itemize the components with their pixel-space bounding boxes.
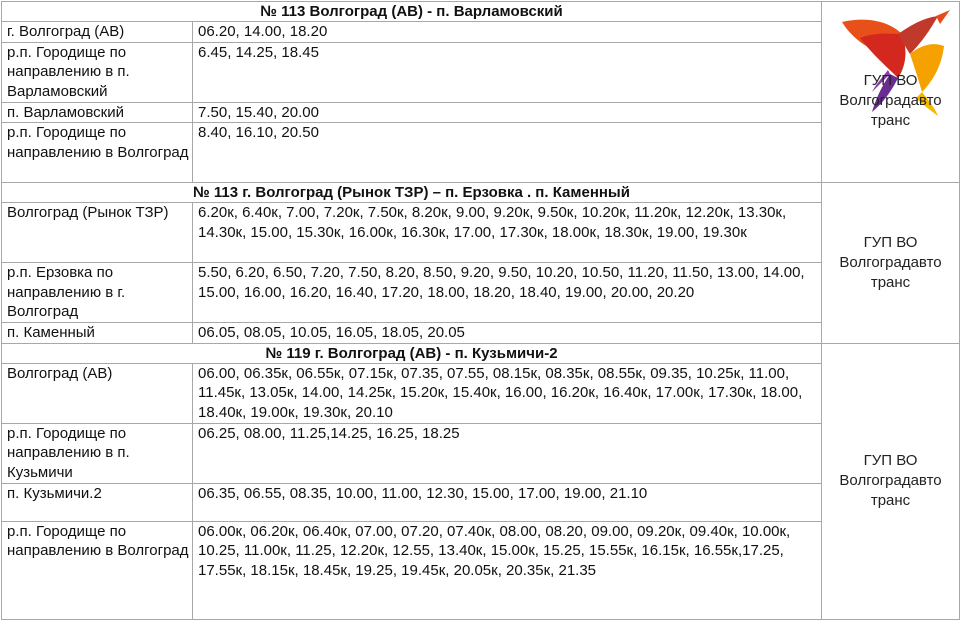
route-header-row [2, 2, 960, 22]
table-row [2, 323, 960, 344]
departure-times: 7.50, 15.40, 20.00 [193, 102, 822, 123]
schedule-table [1, 1, 960, 620]
operator-label: ГУП ВО Волгоградавто транс [839, 233, 942, 291]
stop-name: р.п. Ерзовка по направлению в г. Волгоград [2, 263, 193, 323]
departure-times: 5.50, 6.20, 6.50, 7.20, 7.50, 8.20, 8.50, 9.20, 9.50, 10.20, 10.50, 11.20, 11.50, 13.00, 14.00, 15.00, 16.00, 16.20, 16.40, 17.20, 18.00, 18.20, 18.40, 19.00, 20.00, 20.20 [193, 263, 822, 323]
stop-name: Волгоград (АВ) [2, 363, 193, 423]
table-row [2, 363, 960, 423]
departure-times: 06.20, 14.00, 18.20 [193, 22, 822, 43]
stop-name: Волгоград (Рынок ТЗР) [2, 203, 193, 263]
departure-times: 06.35, 06.55, 08.35, 10.00, 11.00, 12.30, 15.00, 17.00, 19.00, 21.10 [193, 483, 822, 521]
stop-name: р.п. Городище по направлению в Волгоград [2, 521, 193, 619]
route-title: № 119 г. Волгоград (АВ) - п. Кузьмичи-2 [2, 343, 822, 363]
departure-times: 06.05, 08.05, 10.05, 16.05, 18.05, 20.05 [193, 323, 822, 344]
stop-name: р.п. Городище по направлению в п. Варламовский [2, 42, 193, 102]
table-row [2, 42, 960, 102]
route-header-row [2, 183, 960, 203]
table-row [2, 203, 960, 263]
operator-cell [822, 183, 960, 344]
departure-times: 06.00к, 06.20к, 06.40к, 07.00, 07.20, 07.40к, 08.00, 08.20, 09.00, 09.20к, 09.40к, 10.00к, 10.25, 11.00к, 11.25, 12.20к, 12.55, 13.40к, 15.00к, 15.25, 15.55к, 16.15к, 16.55к,17.25, 17.55к, 18.15к, 18.45к, 19.25, 19.45к, 20.05к, 20.35к, 21.35 [193, 521, 822, 619]
departure-times: 6.20к, 6.40к, 7.00, 7.20к, 7.50к, 8.20к, 9.00, 9.20к, 9.50к, 10.20к, 11.20к, 12.20к, 13.30к, 14.30к, 15.00, 15.30к, 16.00к, 16.30к, 17.00, 17.30к, 18.00к, 18.30к, 19.00, 19.30к [193, 203, 822, 263]
stop-name: п. Варламовский [2, 102, 193, 123]
operator-cell [822, 2, 960, 183]
stop-name: п. Каменный [2, 323, 193, 344]
departure-times: 06.25, 08.00, 11.25,14.25, 16.25, 18.25 [193, 423, 822, 483]
operator-label: ГУП ВО Волгоградавто транс [839, 452, 942, 509]
table-row [2, 521, 960, 619]
stop-name: г. Волгоград (АВ) [2, 22, 193, 43]
operator-cell [822, 343, 960, 619]
route-header-row [2, 343, 960, 363]
table-row [2, 423, 960, 483]
table-row [2, 123, 960, 183]
table-row [2, 483, 960, 521]
departure-times: 6.45, 14.25, 18.45 [193, 42, 822, 102]
table-row [2, 102, 960, 123]
table-row [2, 263, 960, 323]
route-title: № 113 г. Волгоград (Рынок ТЗР) – п. Ерзовка . п. Каменный [2, 183, 822, 203]
operator-label: ГУП ВО Волгоградавто транс [839, 72, 942, 129]
stop-name: п. Кузьмичи.2 [2, 483, 193, 521]
route-title: № 113 Волгоград (АВ) - п. Варламовский [2, 2, 822, 22]
table-row [2, 22, 960, 43]
stop-name: р.п. Городище по направлению в п. Кузьмичи [2, 423, 193, 483]
stop-name: р.п. Городище по направлению в Волгоград [2, 123, 193, 183]
departure-times: 8.40, 16.10, 20.50 [193, 123, 822, 183]
departure-times: 06.00, 06.35к, 06.55к, 07.15к, 07.35, 07.55, 08.15к, 08.35к, 08.55к, 09.35, 10.25к, 11.00, 11.45к, 13.05к, 14.00, 14.25к, 15.20к, 15.40к, 16.00, 16.20к, 16.40к, 17.00к, 17.30к, 18.00, 18.40к, 19.00к, 19.30к, 20.10 [193, 363, 822, 423]
